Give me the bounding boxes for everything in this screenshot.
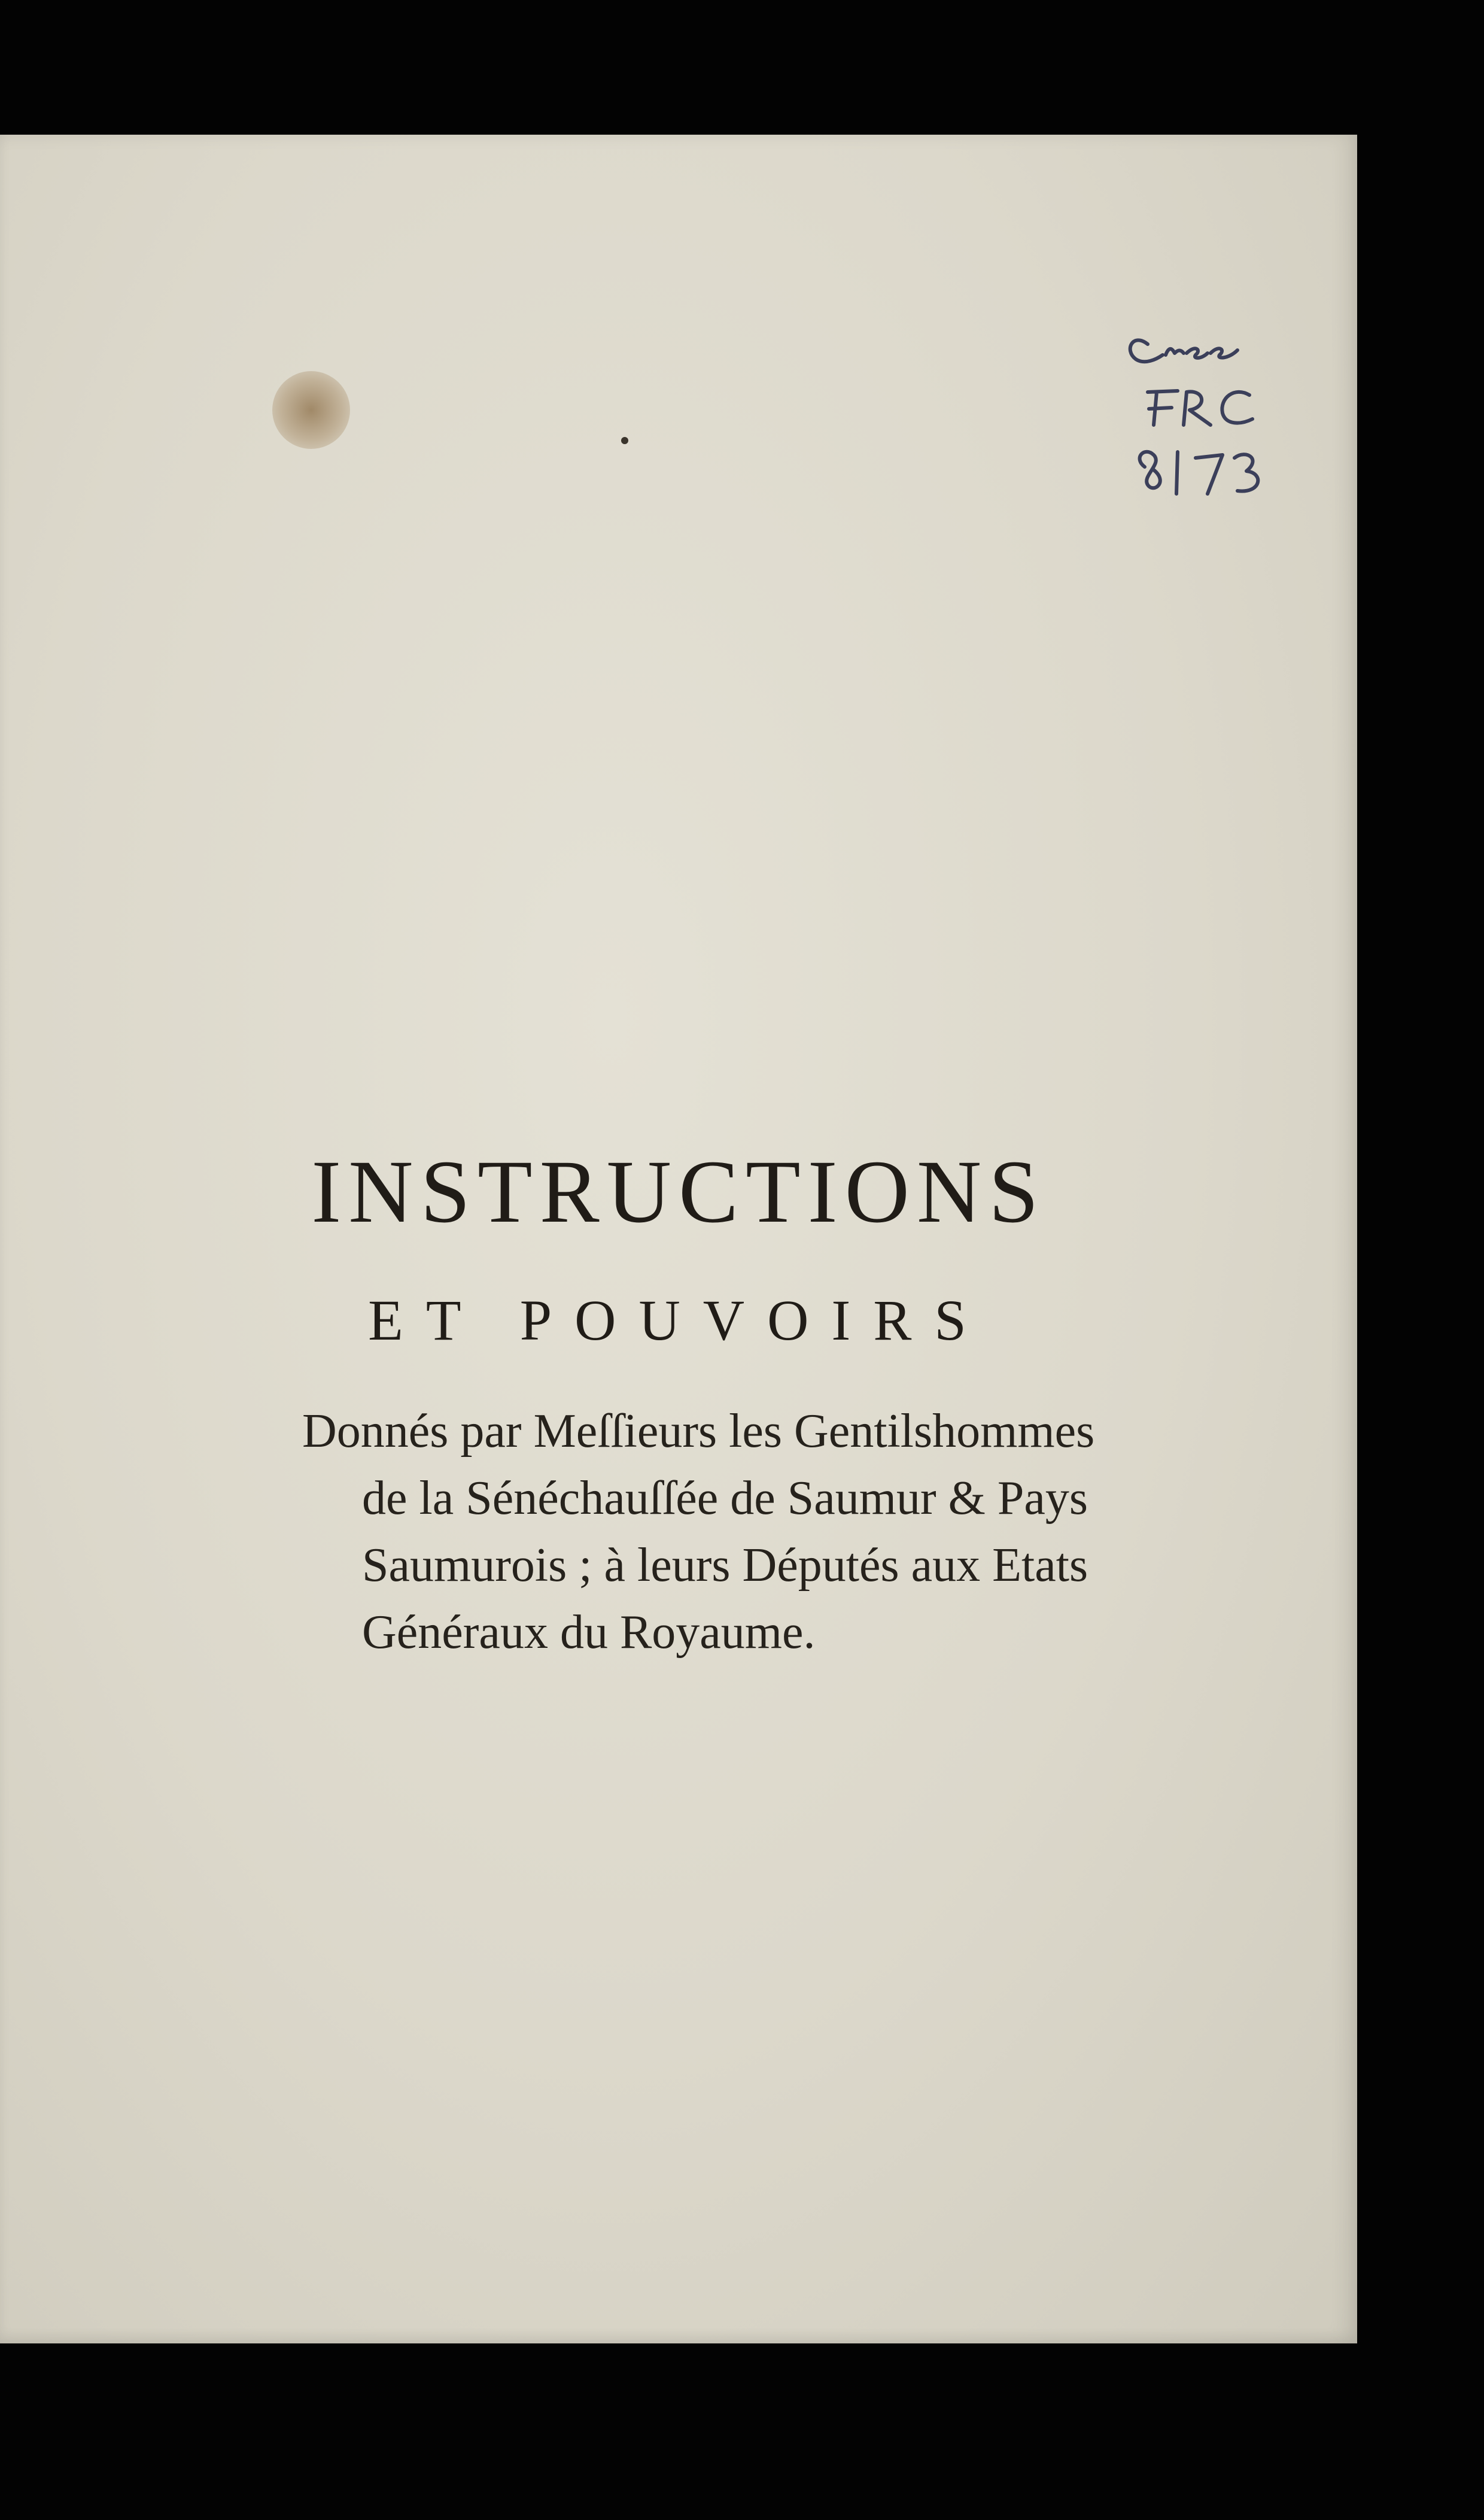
body-line-3: Saumurois ; à leurs Députés aux Etats xyxy=(362,1539,1088,1592)
page-subtitle: ET POUVOIRS xyxy=(368,1288,989,1352)
page-title: INSTRUCTIONS xyxy=(311,1142,1046,1241)
ink-dot xyxy=(621,437,628,444)
body-line-4: Généraux du Royaume. xyxy=(362,1606,816,1659)
body-line-1: Donnés par Meſſieurs les Gentilshommes xyxy=(302,1405,1095,1458)
stain-mark xyxy=(272,371,350,449)
body-paragraph xyxy=(302,1398,1194,1666)
document-page xyxy=(0,135,1357,2343)
body-line-2: de la Sénéchauſſée de Saumur & Pays xyxy=(362,1472,1088,1525)
handwritten-shelfmark xyxy=(1112,302,1303,518)
